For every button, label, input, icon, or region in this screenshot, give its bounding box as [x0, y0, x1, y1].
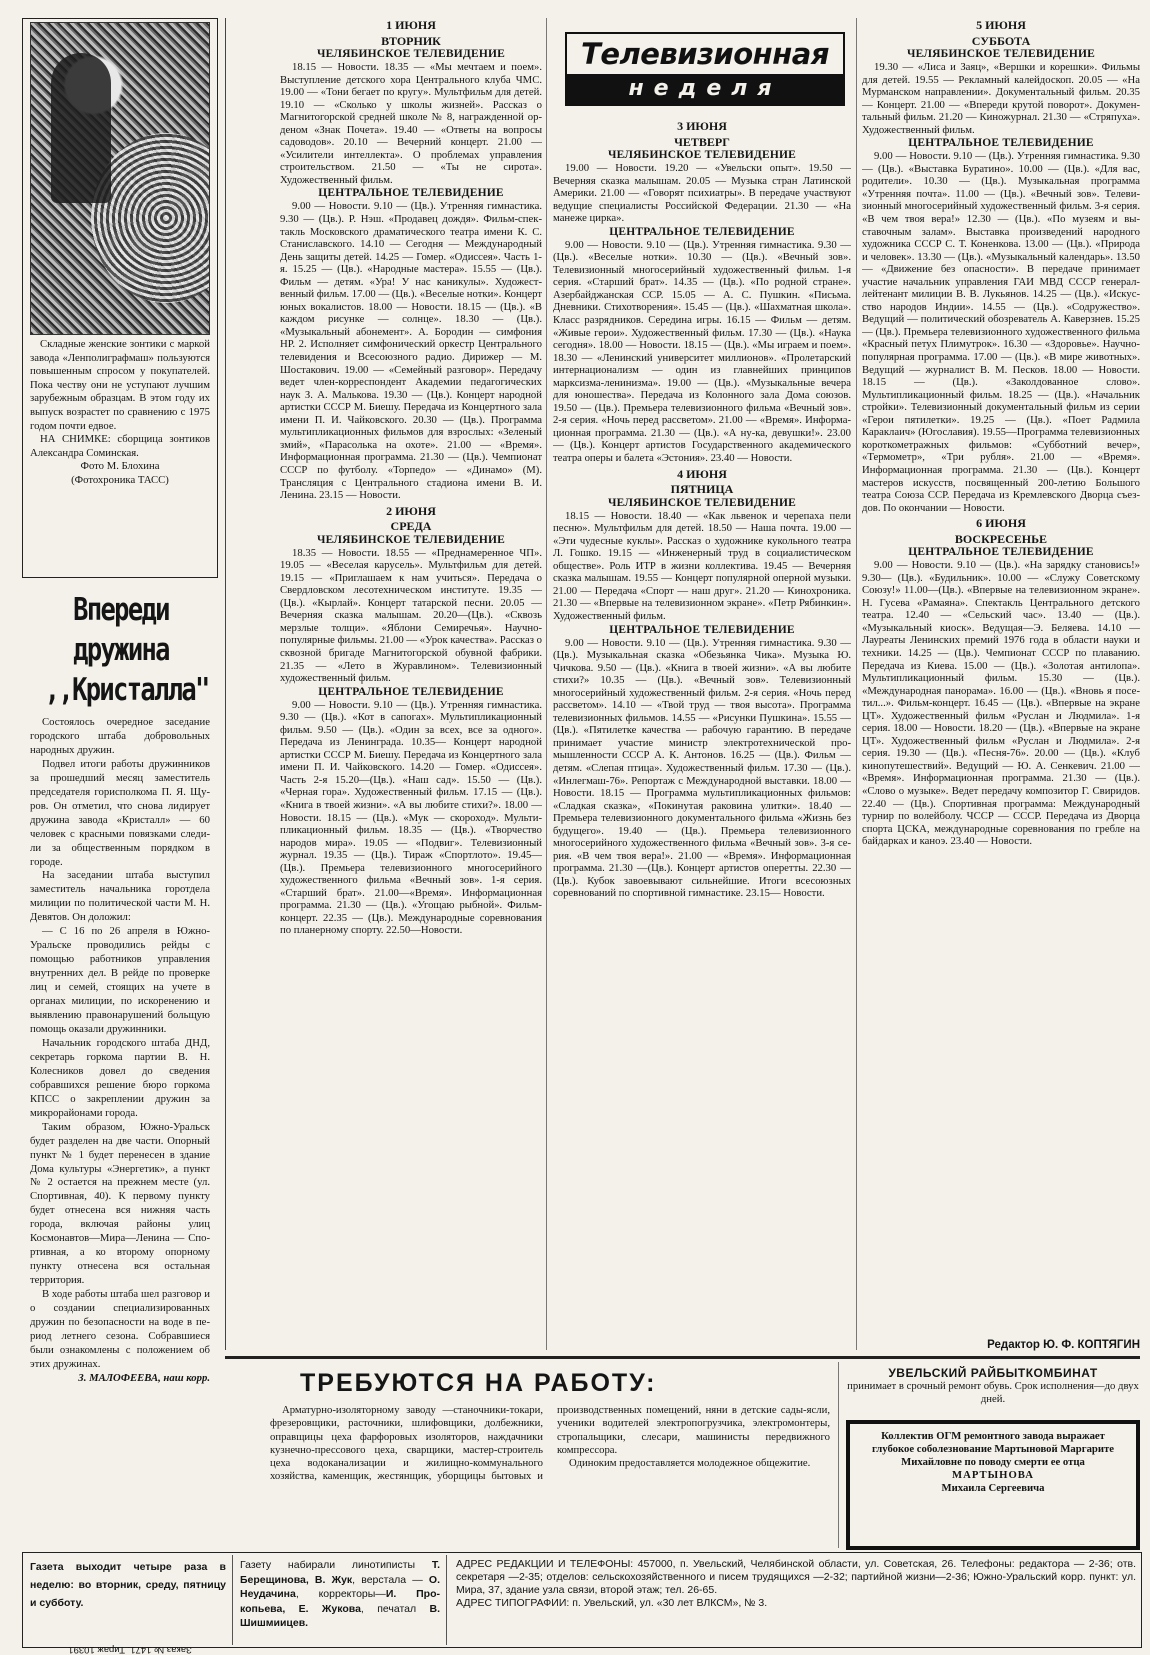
- channel-programme: 9.00 — Новости. 9.10 — (Цв.). Утренняя гимнастика. 9.30 — (Цв.). «Кот в сапогах». Мультипликационный фильм. 9.50 — (Цв.). «Один за всех, все за одного». Передача из Ленинграда. 10.35— Концерт народной артистки СССР М. Биешу. Передача из Концертного зала имени П. И. Чайковского. 14.20 — Гомер. «Одиссея». Часть 2-я 15.20—(Цв.). «Наш сад». 15.50 — (Цв.). «Черная гора». Художественный фильм. 17.15 — (Цв.). «Книга в твоей жизни». «А вы любите стихи?». 18.00 — Новости. 18.15 — (Цв.). «Мук — скороход». Мультипликационный фильм. 18.35 — (Цв.). «Творчество народов мира». 19.05 — «Подвиг». Телевизионный журнал. 19.35 — (Цв.). Тираж «Спортлото». 19.45— (Цв.). Премьера телевизионного многосерийного художественного фильма «Вечный зов». 1-я серия. «Старший брат». 21.00—«Время». Информационная программа. 21.30 — (Цв.). «Угощаю рыбной». Фильм-концерт. 22.35 — (Цв.). Международные соревнования по планерному спорту. 22.50—Новости.: [280, 698, 542, 937]
- tv-column-3: [862, 16, 1140, 1354]
- channel-programme: 9.00 — Новости. 9.10 — (Цв.). «На зарядку становись!» 9.30— (Цв.). «Будильник». 10.00 — «Служу Советскому Союзу!» 11.00—(Цв.). «Впервые на телевизионном экране». Н. Гусева «Рамаяна». Спектакль Центрального детского театра. 12.40 — «Сельский час». 13.40 — (Цв.). «Музыкальный киоск». Ведущая—Э. Беляева. 14.10 — Лауреаты Ленинских премий 1976 года в области науки и техники. 14.25 — (Цв.). Чемпионат СССР по плаванию. Передача из Киева. 15.00 — (Цв.). «Золотая антилопа». Мультипликационный фильм. 15.30 — (Цв.). «Международная панорама». 16.00 — (Цв.). «Вновь я посетил...». Фильм-концерт. 16.45 — (Цв.). «Впервые на экране ЦТ». Художественный фильм «Руслан и Людмила». 1-я серия. 18.00 — Новости. 18.20 — (Цв.). «Впервые на экране ЦТ». Художественный фильм «Руслан и Людмила». 2-я серия. 19.30 — (Цв.). «Песня-76». 20.00 — (Цв.). «Клуб кинопутешествий». Ведущий — Ю. А. Сенкевич. 21.00 — «Время». Информационная программа. 21.30 — (Цв.). «Слово о музыке». Ведет передачу композитор Г. Свиридов. 22.40 — (Цв.). Спортивная программа: Международный турнир по волейболу. ЧССР — СССР. Передача из Дворца спорта ЦСКА, международные соревнования по гребле на байдарках и каноэ. 23.40 — Новости.: [862, 559, 1140, 848]
- day-weekday: ЧЕТВЕРГ: [674, 134, 730, 149]
- column-divider: [838, 1362, 839, 1548]
- story-paragraph: Состоялось очередное заседание городского штаба добровольных народных дружин.: [30, 716, 210, 756]
- story-paragraph: — С 16 по 26 апреля в Южно-Уральске проводились рейды с помощью работников управления внутренних дел. В рейде по проверке лиц и семей, стоящих на учете в органах милиции, по искоренению и выявлению правонарушений больщую помощь оказали дружинники.: [30, 925, 210, 1035]
- channel-programme: 18.35 — Новости. 18.55 — «Преднамеренное ЧП». 19.05 — «Веселая карусель». Мультфильм для детей. 19.15 — «Приглашаем к нам учиться». Передача о Свердловском лесотехническом институте. 19.35 — (Цв.). «Кырлай». Концерт татарской песни. 20.05 — Вечерняя сказка малышам. 20.20—(Цв.). «Сквозь мерзлые толщи». «Яблони Семиречья». Научно-популярные фильмы. 21.00 — «Урок качества». Рассказ о сквозной бригаде Магнитогорской обувной фабрики. 21.35 — «Лето в Журавлином». Телевизионный художественный фильм.: [280, 546, 542, 685]
- editorial-address: [456, 1558, 1136, 1610]
- channel-title: ЧЕЛЯБИНСКОЕ ТЕЛЕВИДЕНИЕ: [907, 48, 1095, 60]
- woman-figure: [51, 53, 111, 203]
- staff-names: И. Прокопьева, Е. Жукова: [240, 1588, 440, 1615]
- masthead-line-1: Телевизионная: [581, 37, 829, 71]
- jobs-ad-title: ТРЕБУЮТСЯ НА РАБОТУ:: [300, 1369, 657, 1397]
- jobs-ad-body: [270, 1404, 830, 1544]
- caption-text: Складные женские зонтики с маркой завода «Ленполиграфмаш» пользуются повышенным спросом у покупателей. Пока честву они не уступают лучшим зарубежным образцам. В этом году их выпуск возрастет по сравнению с 1975 годом почти едвое.: [30, 338, 210, 432]
- caption-on-photo: НА СНИМКЕ: сборщица зонтиков Александра Соминская.: [30, 433, 210, 459]
- channel-title: ЧЕЛЯБИНСКОЕ ТЕЛЕВИДЕНИЕ: [317, 533, 505, 546]
- condolence-notice: [846, 1420, 1140, 1550]
- publication-schedule: Газета выходит четыре раза в неделю: во вторник, среду, пятницу и субботу.: [30, 1561, 226, 1609]
- staff-names: В. Шишмиицев.: [240, 1602, 440, 1629]
- channel-title: ЦЕНТРАЛЬНОЕ ТЕЛЕВИДЕНИЕ: [318, 187, 504, 200]
- channel-programme: 18.15 — Новости. 18.35 — «Мы мечтаем и поем». Выступление детского хора Центрального клуба ЧМС. 19.00 — «Тони бегает по кругу». Мультфильм для детей. 19.10 — «Сколько у школы жизней». Рассказ о Магнитогорской средней школе № 8, награжденной орденом «Знак Почета». 19.40 — «Ответы на вопросы садоводов». 20.10 — Вечерний концерт. 21.00 — «Усилители интеллекта». О проблемах управления строительством. 21.50 — «Ты не сирота». Художественный фильм.: [280, 61, 542, 186]
- day-weekday: ВТОРНИК: [381, 33, 441, 48]
- channel-title: ЦЕНТРАЛЬНОЕ ТЕЛЕВИДЕНИЕ: [908, 137, 1094, 150]
- staff-text: , верстала —: [352, 1573, 429, 1586]
- day-date: 6 ИЮНЯ: [976, 516, 1026, 531]
- day-date: 1 ИЮНЯ: [386, 18, 436, 32]
- staff-names: О. Неудачина: [240, 1573, 441, 1600]
- channel-programme: 9.00 — Новости. 9.10 — (Цв.). Утренняя гимнастика. 9.30 — (Цв.). Р. Нэш. «Продавец дождя». Фильм-спектакль Московского драматического театра имени К. С. Станиславского. 14.10 — Сегодня — Международный День защиты детей. 14.25 — Гомер. «Одиссея». Часть 1-я. 15.25 — (Цв.). «Народные мастера». 15.55 — (Цв.). Фильм — детям. «Ура! У нас каникулы». Художественный фильм. 17.00 — (Цв.). «Веселые нотки». Концерт юных вокалистов. 18.00 — Новости. 18.15 — (Цв.). «В каждом рисунке — солнце». 18.30 — (Цв.). «Музыкальный абонемент». А. Бородин — симфония НР. 2. Исполняет симфонический оркестр Центрального телевидения и Всесоюзного радио. Дирижер — М. Шостакович. 19.00 — «Семейный разговор». Передачу ведет член-корреспондент Академии педагогических наук З. А. Малькова. 19.30 — (Цв.). Концерт народной артистки СССР М. Биешу. Передача из Концертного зала имени П. И. Чайковского. 20.30 — (Цв.). Программа мультипликационных фильмов для взрослых: «Зеленый змий», «Парасолька на охоте». 21.00 — «Время». Информационная программа. 21.30 — (Цв.). Чемпионат СССР по футболу. «Торпедо» — «Динамо» (М). Трансляция с Центрального стадиона имени В. И. Ленина. 23.15 — Новости.: [280, 200, 542, 502]
- imprint-divider: [446, 1555, 447, 1645]
- day-date: 4 ИЮНЯ: [677, 466, 727, 481]
- story-signature: З. МАЛОФЕЕВА, наш корр.: [78, 1371, 210, 1384]
- address-text: АДРЕС РЕДАКЦИИ И ТЕЛЕФОНЫ: 457000, п. Увельский, Челябинской области, ул. Советская, 26. Телефоны: редактора — 2-36; отв. секретаря —2-35; отделов: сельскохозяйственного и писем трудящихся —2-32; партийной жизни—2-36; Южно-Уральский корр. пункт: ул. Мира, 37, здание узла связи, второй этаж; тел. 26-65.: [456, 1558, 1136, 1596]
- day-date: 5 ИЮНЯ: [976, 18, 1026, 32]
- day-date: 2 ИЮНЯ: [386, 503, 436, 518]
- channel-programme: 19.30 — «Лиса и Заяц», «Вершки и корешки». Фильмы для детей. 19.55 — Рекламный калейдоскоп. 20.05 — «На Мурманском направлении». Документальный фильм. 20.35 — Концерт. 21.00 — «Впереди крутой поворот». Документальный фильм. 21.20 — Киножурнал. 21.30 — «Стряпуха». Художественный фильм.: [862, 61, 1140, 136]
- tv-week-masthead: [565, 32, 845, 106]
- channel-title: ЧЕЛЯБИНСКОЕ ТЕЛЕВИДЕНИЕ: [317, 48, 505, 60]
- channel-title: ЧЕЛЯБИНСКОЕ ТЕЛЕВИДЕНИЕ: [608, 149, 796, 161]
- channel-title: ЦЕНТРАЛЬНОЕ ТЕЛЕВИДЕНИЕ: [609, 225, 795, 238]
- day-weekday: СУББОТА: [971, 33, 1031, 48]
- editor-signature: Редактор Ю. Ф. КОПТЯГИН: [987, 1339, 1140, 1351]
- column-divider: [225, 18, 226, 1350]
- headline-line-2: дружина: [73, 632, 169, 668]
- story-body: [30, 716, 210, 1386]
- channel-programme: 9.00 — Новости. 9.10 — (Цв.). Утренняя гимнастика. 9.30 — (Цв.). Музыкальная сказка «Обезьянка Чика». Музыка Ю. Чичкова. 9.50 — (Цв.). «Книга в твоей жизни». «А вы любите стихи?» 10.35 — (Цв.). «Вечный зов». Телевизионный многосерийный художественный фильм. 2-я серия. «Ночь перед рассветом». 14.10 — «Твой труд — твоя высота». Программа телевизионных фильмов. 14.55 — «Рисунки Пушкина». 15.55 — (Цв.). «Пятилетке качества — рабочую гарантию. В передаче принимает участие министр электротехнической промышленности СССР А. К. Антонов. 16.25 — (Цв.). Фильм — детям. «Слепая птица». Художественный фильм. 17.30 — (Цв.). «Инлегмаш-76». Репортаж с Международной выставки. 18.00 — Новости. 18.15 — Программа мультипликационных фильмов: «Сладкая сказка», «Покинутая раковина улитки». 18.40 — Премьера телевизионного документального фильма «Жизнь без будущего». 19.40 — (Цв.). Премьера телевизионного многосерийного художественного фильма «Вечный зов». 3-я серия. «В чем твоя вера!». 21.00 — «Время». Информационная программа. 21.30 —(Цв.). Концерт артистов оперетты. 22.30 — (Цв.). Кубок завоевывают сильнейшие. Итоги всесоюзных соревнований по спортивной гимнастике. 23.15— Новости.: [553, 636, 851, 900]
- photo-caption: [30, 338, 210, 488]
- photo-umbrella-assembler: [30, 22, 210, 335]
- deceased-surname: МАРТЫНОВА: [952, 1469, 1034, 1481]
- print-address: АДРЕС ТИПОГРАФИИ: п. Увельский, ул. «30 лет ВЛКСМ», № 3.: [456, 1597, 768, 1609]
- staff-text: , корректоры—: [295, 1588, 386, 1600]
- jobs-ad-note: Одиноким предоставляется молодежное общежитие.: [569, 1457, 811, 1470]
- tv-column-2: [553, 117, 851, 1354]
- day-date: 3 ИЮНЯ: [677, 119, 727, 133]
- column-divider: [856, 18, 857, 1350]
- channel-programme: 9.00 — Новости. 9.10 — (Цв.). Утренняя гимнастика. 9.30 — (Цв.). «Веселые нотки». 10.30 — (Цв.). «Вечный зов». Телевизионный многосерийный художественный фильм. 1-я серия. «Старший брат». 14.35 — (Цв.). «По родной стране». Азербайджанская ССР. 15.05 — А. С. Пушкин. «Письма. Дневники. Стихотворения». 15.45 — (Цв.). «Шахматная школа». Класс разрядников. Середина игры. 16.15 — Фильм — детям. «Живые герои». Художественный фильм. 17.30 — (Цв.). «Наука сегодня». 18.00 — Новости. 18.15 — (Цв.). «Мы играем и поем». 18.30 — «Ленинский университет миллионов». «Пролетарский интернационализм — один из главнейших принципов марксизма-ленинизма». 19.00 — (Цв.). «Музыкальные вечера для юношества». Передача из Колонного зала Дома союзов. 19.50 — (Цв.). Премьера телевизионного фильма «Вечный зов». 2-я серия. «Ночь перед рассветом». 21.00 — «Время». Информационная программа. 21.30 — (Цв.). «А ну-ка, девушки!». 23.00 — (Цв.). Концерт артистов Государственного академического театра оперы и балета «Эстония». 23.40 — Новости.: [553, 238, 851, 465]
- imprint-divider: [232, 1555, 233, 1645]
- day-weekday: ПЯТНИЦА: [670, 482, 734, 497]
- headline-line-3: ,,Кристалла": [44, 672, 209, 708]
- order-number: Заказ № 1471. Тираж 10391: [68, 1644, 192, 1655]
- photo-credit-1: Фото М. Блохина: [80, 460, 160, 473]
- tv-column-1: [280, 16, 542, 1354]
- staff-text: , печатал: [360, 1602, 430, 1615]
- channel-programme: 19.00 — Новости. 19.20 — «Увельски опыт». 19.50 — Вечерняя сказка малышам. 20.05 — Музыка стран Латинской Америки. 21.00 — «Говорят психиатры». В передаче участвуют ведущие специалисты Российской Федерации. 21.30 — «На манеже цирка».: [553, 162, 851, 225]
- deceased-name: Михаила Сергеевича: [941, 1482, 1045, 1494]
- day-weekday: СРЕДА: [390, 519, 432, 534]
- story-paragraph: Начальник городского штаба ДНД, секретарь горкома партии В. Н. Колесников довел до сведения собравшихся решение бюро горкома КПСС о закреплении дружин за микрорайонами города.: [30, 1036, 210, 1119]
- repair-ad-title: УВЕЛЬСКИЙ РАЙБЫТКОМБИНАТ: [888, 1366, 1098, 1380]
- staff-text: Газету набирали линотиписты: [240, 1559, 432, 1571]
- jobs-ad-text: Арматурно-изоляторному заводу —станочники-токари, фрезеровщики, расточники, шлифовщики, долбежники, оправщицы цеха фарфоровых изоляторов, наждачники кузнечно-прессового цеха, сварщики, мастер-строитель цеха водоканализации и жилищно-коммунального хозяйства, каменщик, жестянщик, уборщицы бытовых и производственных помещений, няни в детские сады-ясли, ученики водителей электропогрузчика, электромонтеры, стропальщики, слесари, машинисты передвижного компрессора.: [270, 1404, 830, 1483]
- story-paragraph: Таким образом, Южно-Уральск будет разделен на две части. Опорный пункт № 1 будет перенесен в здание Дома культуры «Энергетик», а пункт № 2 остается на прежнем месте (ул. Спортивная, 40). К первому пункту будет отнесена вся нижняя часть города, включая районы улиц Космонавтов—Мира—Ленина — Спортивная, а ко второму опорному пункту отнесена вся остальная территория.: [30, 1120, 210, 1287]
- channel-title: ЧЕЛЯБИНСКОЕ ТЕЛЕВИДЕНИЕ: [608, 496, 796, 509]
- staff-names: Т. Берещинова, В. Жук: [240, 1559, 440, 1586]
- channel-programme: 18.15 — Новости. 18.40 — «Как львенок и черепаха пели песню». Мультфильм для детей. 18.50 — Наша почта. 19.00 — «Эти чудесные куклы». Рассказ о художнике кукольного театра Л. Гошко. 19.15 — «Инженерный труд в социалистическом обществе». Роль ИТР в жизни коллектива. 19.45 — Вечерняя сказка малышам. 19.55 — Концерт популярной оперной музыки. 21.00 — Передача «Спорт — наш друг». 21.20 — Кинохроника. 21.30 — «Впервые на телевизионном экране». «Петр Рябинкин». Художественный фильм.: [553, 509, 851, 622]
- channel-title: ЦЕНТРАЛЬНОЕ ТЕЛЕВИДЕНИЕ: [318, 685, 504, 698]
- condolence-text: Коллектив ОГМ ремонтного завода выражает глубокое соболезнование Мартыновой Маргарите Михайловне по поводу смерти ее отца: [871, 1430, 1115, 1468]
- channel-programme: 9.00 — Новости. 9.10 — (Цв.). Утренняя гимнастика. 9.30 — (Цв.). «Выставка Буратино». 10.00 — (Цв.). «Для вас, родители». 10.30 — (Цв.). Музыкальная программа «Утренняя почта». 11.00 — (Цв.). «Вечный зов». Телевизионный многосерийный художественный фильм. 3-я серия. «В чем твоя вера!» 12.30 — (Цв.). «По музеям и выставочным залам». Выставка произведений народного художника СССР С. Т. Коненкова. 13.00 — (Цв.). «Природа и человек». 13.30 — (Цв.). «Музыкальный календарь». 13.50 — «Движение без опасности». В передаче принимает участие начальник управления ГАИ МВД СССР генерал-лейтенант милиции В. В. Лукьянов. 14.25 — (Цв.). «Искусство народов Индии». 14.55 — (Цв.). «Содружество». Ведущий — политический обозреватель А. Каверзнев. 15.25 — (Цв.). Премьера телевизионного художественного фильма «Красный петух Плимутрок». 16.30 — «Здоровье». Научно-популярная программа. 17.00 — (Цв.). «В мире животных». Ведущий — журналист В. М. Песков. 18.00 — Новости. 18.15 — (Цв.). «Заколдованное слово». Мультипликационный фильм. 18.25 — (Цв.). «Начальник стройки». Телевизионный документальный фильм из серии «Герои пятилетки». 19.25 — (Цв.). «Поет Радмила Караклаич» (Югославия). 19.55—Программа телевизионных короткометражных фильмов: «Субботний вечер», «Термометр», «Три рубля». 21.00 — «Время». Информационная программа. 21.30 — (Цв.). Концерт мастеров искусств, посвященный 200-летию Большого театра Союза ССР. Передача из Кремлевского Дворца съездов. По окончании — Новости.: [862, 150, 1140, 514]
- channel-title: ЦЕНТРАЛЬНОЕ ТЕЛЕВИДЕНИЕ: [609, 623, 795, 636]
- column-divider: [546, 18, 547, 1350]
- day-weekday: ВОСКРЕСЕНЬЕ: [954, 531, 1048, 546]
- channel-title: ЦЕНТРАЛЬНОЕ ТЕЛЕВИДЕНИЕ: [908, 546, 1094, 559]
- photo-credit-2: (Фотохроника ТАСС): [71, 473, 169, 486]
- headline-line-1: Впереди: [73, 592, 169, 628]
- masthead-line-2: неделя: [567, 74, 843, 104]
- story-paragraph: Подвел итоги работы дружинников за прошедший месяц заместитель председателя горисполкома П. Я. Щуров. Он отметил, что снова лидирует дружина завода «Кристалл» — 60 человек с красными повязками следили за общественным порядком в городе.: [30, 757, 210, 868]
- section-rule: [225, 1356, 1140, 1359]
- story-paragraph: На заседании штаба выступил заместитель начальника горотдела милиции по политической части М. Н. Девятов. Он доложил:: [30, 869, 210, 924]
- repair-ad-text: принимает в срочный ремонт обувь. Срок исполнения—до двух дней.: [847, 1380, 1139, 1405]
- story-headline: [44, 590, 209, 710]
- typesetting-staff: [240, 1558, 440, 1631]
- story-paragraph: В ходе работы штаба шел разговор и о создании специализированных дружин по безопасности на воде в период летнего сезона. Собравшиеся были ознакомлены с положением об этих дружинах.: [30, 1288, 210, 1370]
